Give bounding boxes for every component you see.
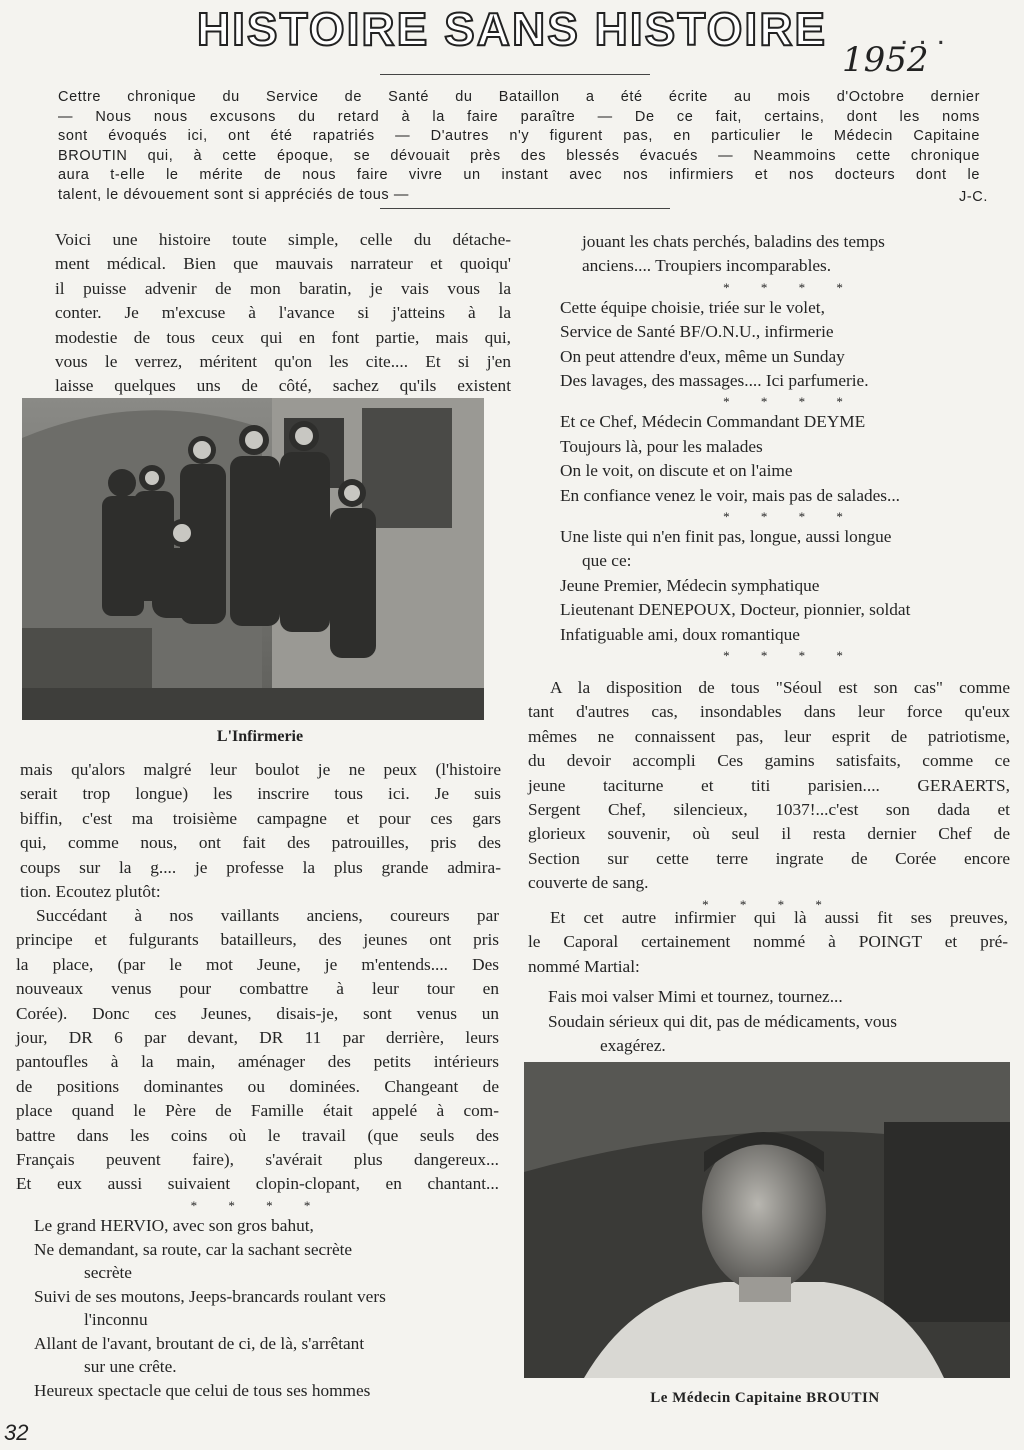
text-line: Et cet autre infirmier qui là aussi fit ses preuves, bbox=[550, 908, 1008, 927]
verse-line: Le grand HERVIO, avec son gros bahut, bbox=[34, 1216, 314, 1235]
star-separator: * * * * bbox=[723, 279, 857, 295]
verse-line: Suivi de ses moutons, Jeeps-brancards roulant vers bbox=[34, 1286, 386, 1306]
text-line: nommé Martial: bbox=[528, 956, 640, 976]
page-number: 32 bbox=[4, 1420, 29, 1445]
right-column-p6 bbox=[528, 906, 1008, 1058]
text-line: il puisse advenir de mon baratin, je vais vous la bbox=[55, 278, 511, 298]
text-line: la place, (par le mot Jeune, je m'entends.... Des bbox=[16, 954, 499, 974]
text-line: Section sur cette terre ingrate de Corée encore bbox=[528, 848, 1010, 868]
intro-line: sont évoqués ici, ont été rapatriés — D'autres n'y figurent pas, en particulier le Médecin Capitaine bbox=[58, 128, 980, 144]
intro-line: talent, le dévouement sont si appréciés de tous — bbox=[58, 186, 410, 203]
text-line: modestie de tous ceux qui en font partie, mais qui, bbox=[55, 327, 511, 347]
broutin-photo bbox=[524, 1062, 1010, 1378]
verse-line: Lieutenant DENEPOUX, Docteur, pionnier, soldat bbox=[560, 600, 911, 620]
page-title: HISTOIRE SANS HISTOIRE bbox=[196, 3, 828, 55]
text-line: qui, comme nous, ont fait des patrouilles, pris des bbox=[20, 833, 501, 853]
intro-text bbox=[58, 88, 988, 205]
verse-line: Une liste qui n'en finit pas, longue, aussi longue bbox=[560, 527, 892, 547]
text-line: mêmes ne connaissent pas, leur esprit de patriotisme, bbox=[528, 726, 1010, 746]
text-line: biffin, c'est ma troisième campagne et pour ces gars bbox=[20, 808, 501, 828]
left-column-verse bbox=[34, 1214, 504, 1402]
intro-signature: J-C. bbox=[959, 189, 988, 205]
text-line: glorieux souvenir, où seul il resta dernier Chef de bbox=[528, 824, 1010, 844]
verse-line: Heureux spectacle que celui de tous ses hommes bbox=[34, 1380, 371, 1400]
star-separator: * * * * bbox=[702, 896, 836, 912]
star-separator: * * * * bbox=[723, 394, 857, 410]
text-line: place quand le Père de Famille était appelé à com- bbox=[16, 1101, 499, 1121]
text-line: vous le verrez, méritent qu'on les cite.... Et si j'en bbox=[55, 352, 511, 372]
text-line: Sergent Chef, silencieux, 1037!...c'est son dada et bbox=[528, 800, 1010, 820]
verse-line: Infatiguable ami, doux romantique bbox=[560, 624, 800, 644]
text-line: tion. Ecoutez plutôt: bbox=[20, 882, 161, 902]
right-column bbox=[560, 230, 1020, 664]
verse-line: jouant les chats perchés, baladins des temps bbox=[582, 232, 885, 251]
text-line: conter. Je m'excuse à l'avance si j'atteins à la bbox=[55, 303, 511, 323]
handwritten-year: 1952 bbox=[842, 40, 929, 80]
star-separator: * * * * bbox=[190, 1197, 325, 1213]
left-column-intro bbox=[55, 228, 511, 399]
verse-line: Allant de l'avant, broutant de ci, de là, s'arrêtant bbox=[34, 1333, 365, 1353]
text-line: tant d'autres cas, insondables dans leur force qu'eux bbox=[528, 702, 1010, 722]
verse-line: secrète bbox=[84, 1263, 132, 1282]
text-line: le Caporal certainement nommé à POINGT et pré- bbox=[528, 932, 1008, 952]
text-line: Corée). Donc ces Jeunes, disais-je, sont venus un bbox=[16, 1003, 499, 1023]
text-line: mais qu'alors malgré leur boulot je ne peux (l'histoire bbox=[20, 760, 501, 779]
intro-line: aura t-elle le mérite de nous faire vivre un instant avec nos infirmiers et nos docteurs dont le bbox=[58, 167, 980, 183]
left-column-p2 bbox=[20, 758, 501, 904]
verse-line: sur une crête. bbox=[84, 1357, 177, 1376]
text-line: Succédant à nos vaillants anciens, coureurs par bbox=[36, 906, 499, 925]
text-line: principe et fulgurants batailleurs, des jeunes ont pris bbox=[16, 930, 499, 950]
verse-line: On le voit, on discute et on l'aime bbox=[560, 461, 793, 481]
top-rule bbox=[380, 74, 650, 75]
verse-line: Et ce Chef, Médecin Commandant DEYME bbox=[560, 412, 866, 432]
intro-line: Cettre chronique du Service de Santé du Bataillon a été écrite au mois d'Octobre dernier bbox=[58, 89, 980, 105]
text-line: ment médical. Bien que mauvais narrateur et quoiqu' bbox=[55, 254, 511, 274]
intro-line: — Nous nous excusons du retard à la faire paraître — De ce fait, certains, dont les noms bbox=[58, 108, 980, 125]
verse-line: Fais moi valser Mimi et tournez, tournez... bbox=[548, 987, 843, 1007]
broutin-photo-caption: Le Médecin Capitaine BROUTIN bbox=[650, 1390, 880, 1406]
verse-line: Cette équipe choisie, triée sur le volet, bbox=[560, 297, 825, 317]
verse-line: Service de Santé BF/O.N.U., infirmerie bbox=[560, 322, 834, 342]
star-separator: * * * * bbox=[723, 509, 857, 525]
text-line: jour, DR 6 par devant, DR 11 par derrière, leurs bbox=[16, 1028, 499, 1048]
verse-line: Jeune Premier, Médecin symphatique bbox=[560, 575, 820, 595]
broutin-photo-image bbox=[524, 1062, 1010, 1378]
text-line: Français peuvent faire), s'avérait plus dangereux... bbox=[16, 1150, 499, 1170]
text-line: du devoir accompli Ces gamins satisfaits, comme ce bbox=[528, 751, 1010, 771]
verse-line: l'inconnu bbox=[84, 1310, 148, 1329]
text-line: nouveaux venus pour combattre à leur tour en bbox=[16, 979, 499, 999]
infirmary-photo-image bbox=[22, 398, 484, 720]
verse-line: Ne demandant, sa route, car la sachant secrète bbox=[34, 1239, 353, 1259]
intro-line: BROUTIN qui, à cette époque, se dévouait près des blessés évacués — Neammoins cette chronique bbox=[58, 147, 980, 164]
text-line: laisse quelques uns de côté, sachez qu'ils existent bbox=[55, 376, 511, 396]
star-separator: * * * * bbox=[723, 648, 857, 664]
text-line: battre dans les coins où le travail (que seuls des bbox=[16, 1125, 499, 1145]
verse-line: On peut attendre d'eux, même un Sunday bbox=[560, 346, 845, 366]
verse-line: Toujours là, pour les malades bbox=[560, 436, 763, 456]
text-line: A la disposition de tous "Séoul est son cas" comme bbox=[550, 678, 1010, 697]
infirmary-photo bbox=[22, 398, 484, 720]
text-line: pantoufles à la main, aménager des petits intérieurs bbox=[16, 1052, 499, 1072]
text-line: serait trop longue) les inscrire tous ici. Je suis bbox=[20, 784, 501, 804]
text-line: de positions dominantes ou dominées. Changeant de bbox=[16, 1076, 499, 1096]
title-dots: ... bbox=[900, 18, 956, 51]
infirmary-photo-caption: L'Infirmerie bbox=[216, 728, 304, 745]
verse-line: exagérez. bbox=[600, 1036, 666, 1056]
text-line: couverte de sang. bbox=[528, 873, 649, 893]
right-column-p5 bbox=[528, 676, 1010, 913]
verse-line: anciens.... Troupiers incomparables. bbox=[582, 256, 832, 276]
verse-line: Soudain sérieux qui dit, pas de médicaments, vous bbox=[548, 1011, 897, 1031]
verse-line: Des lavages, des massages.... Ici parfumerie. bbox=[560, 371, 869, 391]
text-line: coups sur la g.... je professe la plus grande admira- bbox=[20, 857, 501, 877]
left-column-p3 bbox=[16, 904, 499, 1214]
intro-bottom-rule bbox=[380, 208, 670, 209]
text-line: Voici une histoire toute simple, celle du détache- bbox=[55, 230, 511, 249]
text-line: jeune taciturne et titi parisien.... GERAERTS, bbox=[528, 775, 1010, 795]
verse-line: que ce: bbox=[582, 551, 632, 571]
text-line: Et eux aussi suivaient clopin-clopant, en chantant... bbox=[16, 1174, 499, 1194]
verse-line: En confiance venez le voir, mais pas de salades... bbox=[560, 485, 900, 505]
